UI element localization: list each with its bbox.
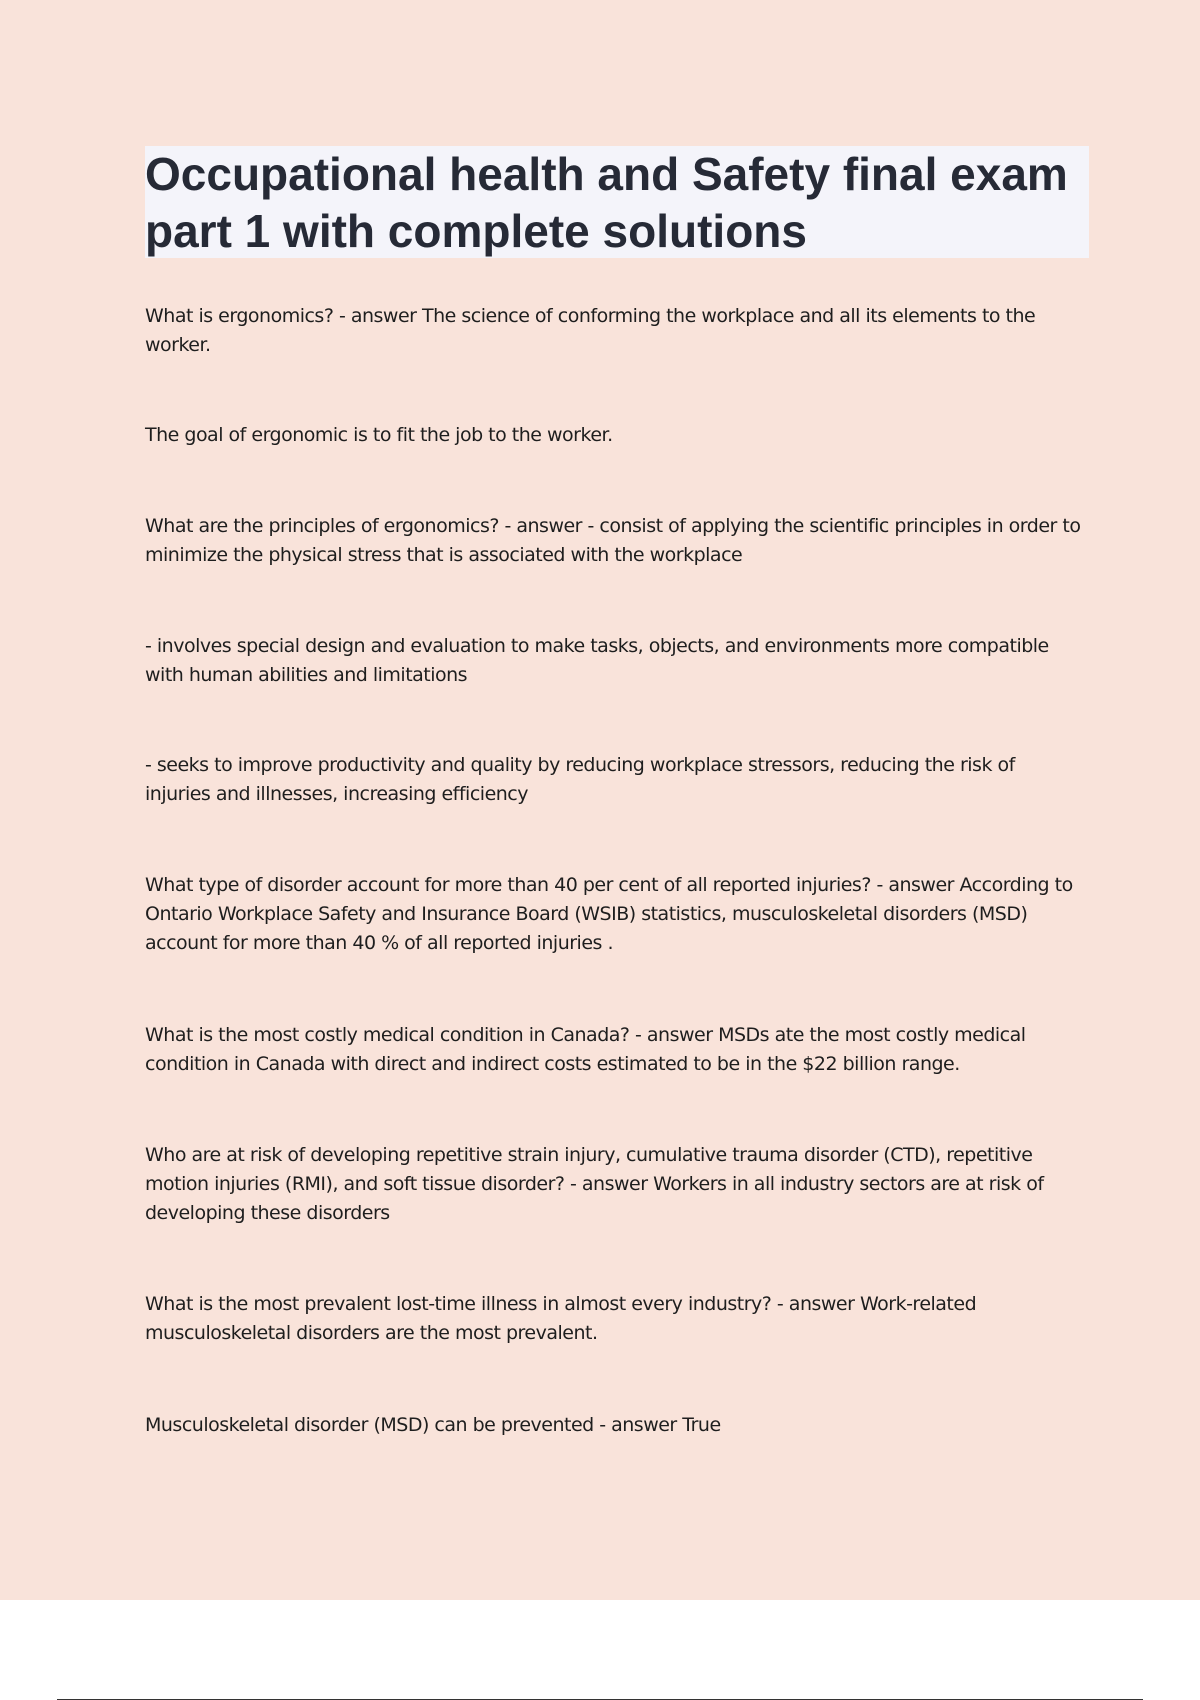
qa-paragraph: The goal of ergonomic is to fit the job to the worker. xyxy=(145,424,613,446)
qa-paragraph: What type of disorder account for more than 40 per cent of all reported injuries? - answer According to Ontario Workplace Safety and Insurance Board (WSIB) statistics, musculoskeletal disorders (MSD) account for more than 40 % of all reported injuries . xyxy=(145,874,1073,954)
qa-paragraph: What is the most costly medical condition in Canada? - answer MSDs ate the most costly medical condition in Canada with direct and indirect costs estimated to be in the $22 billion range. xyxy=(145,1024,1026,1075)
qa-paragraph: Musculoskeletal disorder (MSD) can be prevented - answer True xyxy=(145,1414,721,1436)
qa-paragraph: Who are at risk of developing repetitive strain injury, cumulative trauma disorder (CTD), repetitive motion injuries (RMI), and soft tissue disorder? - answer Workers in all industry sectors are at risk of developing these disorders xyxy=(145,1144,1044,1224)
qa-paragraph: - seeks to improve productivity and quality by reducing workplace stressors, reducing the risk of injuries and illnesses, increasing efficiency xyxy=(145,754,1015,805)
qa-paragraph: What is the most prevalent lost-time illness in almost every industry? - answer Work-related musculoskeletal disorders are the most prevalent. xyxy=(145,1293,977,1344)
qa-paragraph: What are the principles of ergonomics? - answer - consist of applying the scientific principles in order to minimize the physical stress that is associated with the workplace xyxy=(145,515,1081,566)
document-title: Occupational health and Safety final exam part 1 with complete solutions xyxy=(145,148,1068,257)
qa-paragraph: What is ergonomics? - answer The science of conforming the workplace and all its elements to the worker. xyxy=(145,305,1036,356)
qa-paragraph: - involves special design and evaluation to make tasks, objects, and environments more compatible with human abilities and limitations xyxy=(145,635,1049,686)
